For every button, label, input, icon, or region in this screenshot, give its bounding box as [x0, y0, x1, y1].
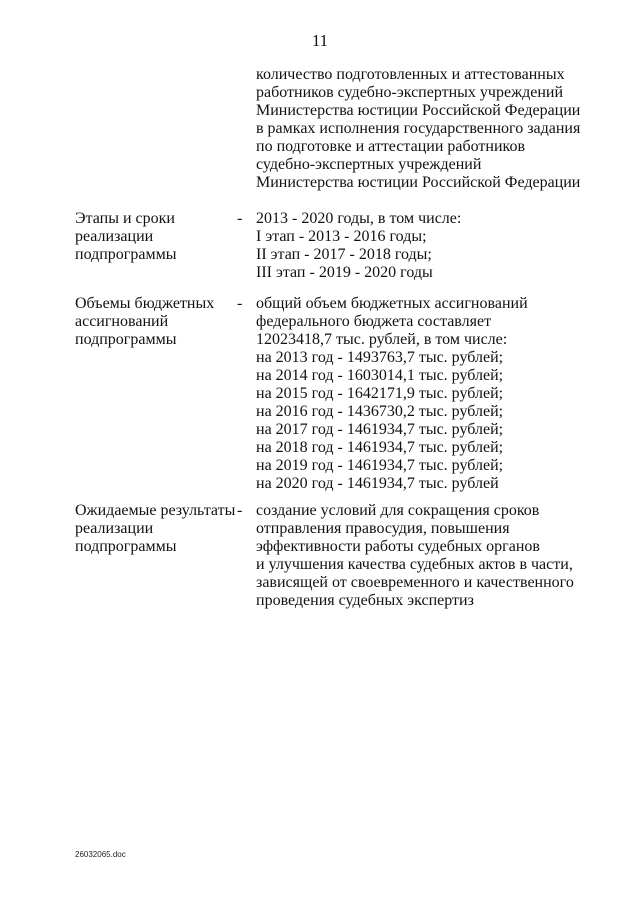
section-label — [75, 502, 235, 556]
intro-line: судебно-экспертных учреждений — [256, 156, 482, 173]
intro-line: в рамках исполнения государственного задания — [256, 120, 581, 137]
content-line: на 2017 год - 1461934,7 тыс. рублей; — [256, 421, 504, 438]
content-line: эффективности работы судебных органов — [256, 538, 540, 555]
label-line: ассигнований — [75, 313, 169, 330]
content-line: общий объем бюджетных ассигнований — [256, 295, 528, 312]
section-label — [75, 210, 176, 264]
content-line: проведения судебных экспертиз — [256, 592, 474, 609]
intro-line: по подготовке и аттестации работников — [256, 138, 526, 155]
section-label — [75, 295, 214, 349]
label-line: подпрограммы — [75, 246, 177, 263]
content-line: на 2013 год - 1493763,7 тыс. рублей; — [256, 349, 504, 366]
label-line: Объемы бюджетных — [75, 295, 215, 312]
content-line: I этап - 2013 - 2016 годы; — [256, 228, 427, 245]
content-line: создание условий для сокращения сроков — [256, 502, 540, 519]
content-line: 2013 - 2020 годы, в том числе: — [256, 210, 462, 227]
intro-line: количество подготовленных и аттестованных — [256, 66, 565, 83]
section-content — [256, 502, 574, 610]
content-line: на 2014 год - 1603014,1 тыс. рублей; — [256, 367, 504, 384]
section-dash: - — [237, 295, 243, 312]
content-line: и улучшения качества судебных актов в части, — [256, 556, 573, 573]
intro-line: Министерства юстиции Российской Федерации — [256, 102, 581, 119]
label-line: подпрограммы — [75, 538, 177, 555]
label-line: Ожидаемые результаты — [75, 502, 236, 519]
content-line: на 2015 год - 1642171,9 тыс. рублей; — [256, 385, 504, 402]
content-line: отправления правосудия, повышения — [256, 520, 510, 537]
content-line: на 2018 год - 1461934,7 тыс. рублей; — [256, 439, 504, 456]
section-content — [256, 295, 528, 493]
content-line: 12023418,7 тыс. рублей, в том числе: — [256, 331, 508, 348]
label-line: реализации — [75, 520, 154, 537]
document-file-code: 26032065.doc — [75, 850, 126, 859]
content-line: II этап - 2017 - 2018 годы; — [256, 246, 432, 263]
content-line: на 2019 год - 1461934,7 тыс. рублей; — [256, 457, 504, 474]
content-line: III этап - 2019 - 2020 годы — [256, 264, 433, 281]
section-dash: - — [237, 502, 243, 519]
page-number: 11 — [311, 31, 329, 50]
label-line: подпрограммы — [75, 331, 177, 348]
section-content — [256, 210, 461, 282]
content-line: федерального бюджета составляет — [256, 313, 492, 330]
label-line: реализации — [75, 228, 154, 245]
content-line: на 2020 год - 1461934,7 тыс. рублей — [256, 475, 499, 492]
label-line: Этапы и сроки — [75, 210, 175, 227]
intro-text — [256, 66, 580, 192]
content-line: на 2016 год - 1436730,2 тыс. рублей; — [256, 403, 504, 420]
section-dash: - — [237, 210, 243, 227]
content-line: зависящей от своевременного и качественного — [256, 574, 574, 591]
intro-line: Министерства юстиции Российской Федерации — [256, 174, 581, 191]
intro-line: работников судебно-экспертных учреждений — [256, 84, 564, 101]
